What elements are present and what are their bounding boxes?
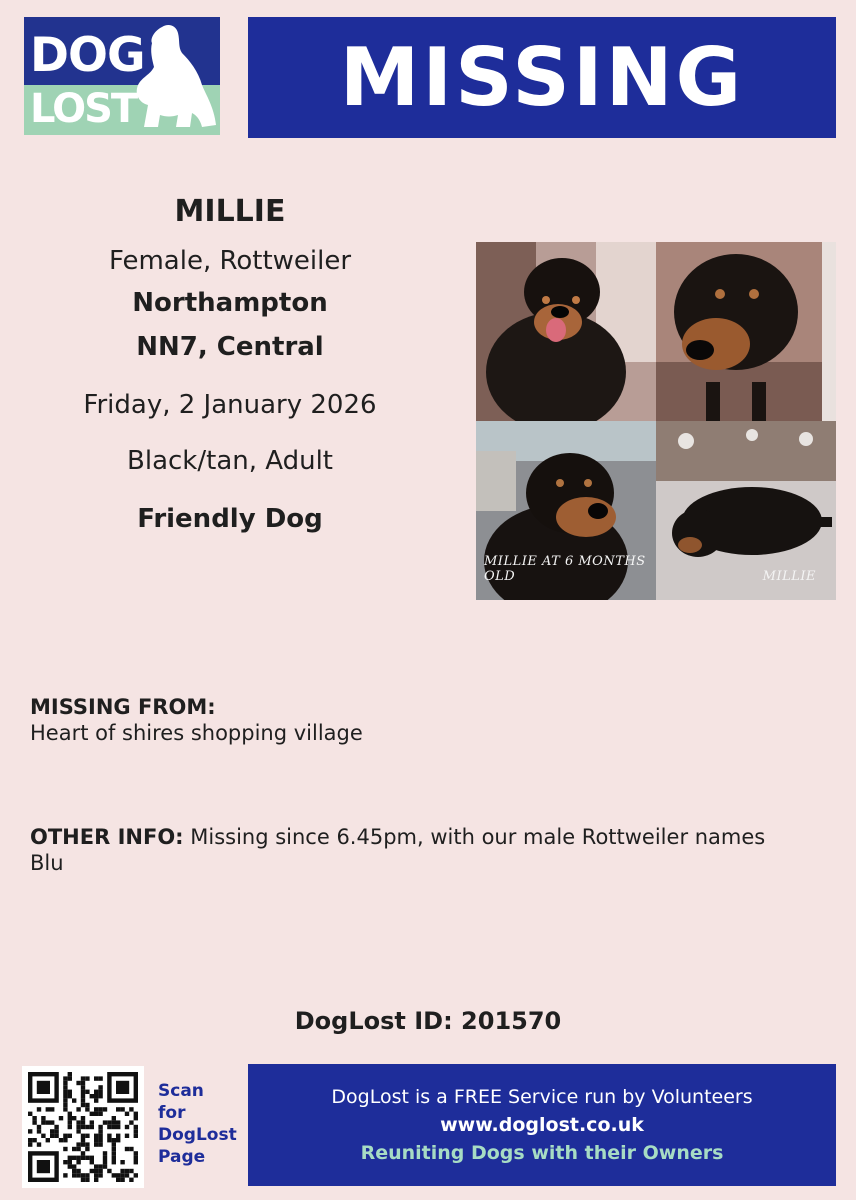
dog-area: NN7, Central — [136, 332, 324, 362]
dog-name: MILLIE — [174, 194, 286, 229]
footer-banner — [248, 1064, 836, 1186]
scan-line-4: Page — [158, 1147, 206, 1167]
missing-banner: MISSING — [248, 17, 836, 138]
footer-tagline: Reuniting Dogs with their Owners — [360, 1142, 724, 1164]
photo-caption-millie: MILLIE — [762, 569, 816, 584]
dog-temperament: Friendly Dog — [137, 504, 323, 534]
photo-caption-6-months: MILLIE AT 6 MONTHS OLD — [484, 554, 646, 584]
dog-sex-breed: Female, Rottweiler — [108, 246, 352, 276]
scan-line-1: Scan — [158, 1081, 204, 1101]
doglost-logo — [24, 17, 220, 135]
other-info-value: Missing since 6.45pm, with our male Rottweiler names Blu — [30, 825, 766, 875]
logo-word-dog: DOG — [30, 28, 145, 83]
missing-from-value: Heart of shires shopping village — [30, 721, 363, 745]
doglost-id: DogLost ID: 201570 — [294, 1007, 562, 1035]
dog-photo-1 — [476, 242, 656, 421]
scan-line-3: DogLost — [158, 1125, 237, 1145]
footer-website-link[interactable]: www.doglost.co.uk — [440, 1114, 644, 1136]
dog-town: Northampton — [132, 288, 328, 318]
dog-missing-date: Friday, 2 January 2026 — [83, 390, 377, 420]
dog-photo-3 — [476, 421, 656, 600]
missing-from-section — [30, 694, 810, 746]
dog-photo-2 — [656, 242, 836, 421]
dog-silhouette-icon — [132, 21, 218, 133]
footer-service-text: DogLost is a FREE Service run by Volunteers — [331, 1086, 753, 1108]
missing-from-label: MISSING FROM: — [30, 695, 216, 719]
scan-line-2: for — [158, 1103, 186, 1123]
dog-colour-age: Black/tan, Adult — [127, 446, 333, 476]
dog-photo-collage — [476, 242, 836, 600]
dog-photo-4 — [656, 421, 836, 600]
other-info-label: OTHER INFO: — [30, 825, 184, 849]
other-info-section — [30, 824, 790, 876]
qr-code-icon[interactable] — [22, 1066, 144, 1188]
scan-for-doglost-text — [158, 1080, 237, 1168]
logo-word-lost: LOST — [30, 86, 137, 132]
